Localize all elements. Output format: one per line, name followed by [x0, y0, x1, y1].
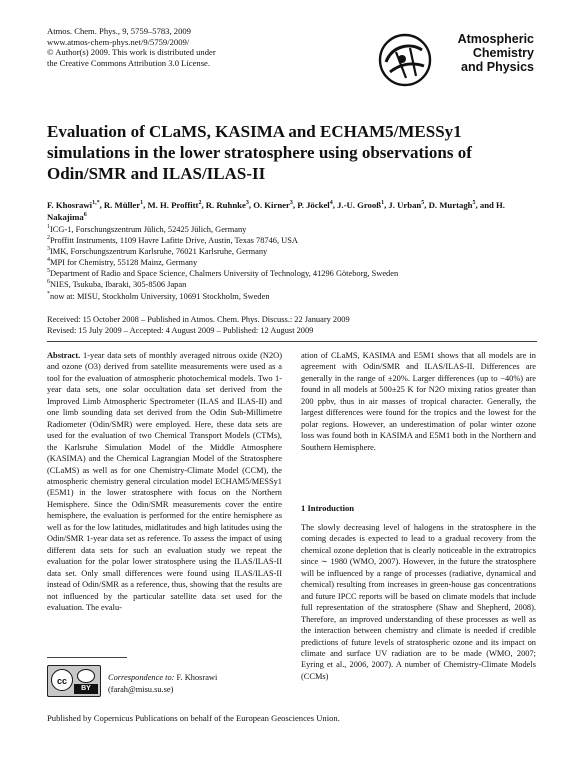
logo-line-2: Chemistry — [472, 46, 534, 60]
affiliation-mark: 2 — [47, 235, 50, 242]
author-affiliation-mark: 2 — [198, 200, 202, 207]
author-name: R. Müller — [103, 200, 141, 210]
correspondence-email[interactable]: (farah@misu.su.se) — [108, 685, 174, 694]
author-affiliation-mark: 6 — [83, 212, 87, 219]
correspondence — [108, 672, 217, 696]
author-name: F. Khosrawi — [47, 200, 93, 210]
affiliation-item — [47, 291, 398, 302]
author-name: P. Jöckel — [297, 200, 330, 210]
author-name: J.-U. Grooß — [337, 200, 382, 210]
affiliation-text: IMK, Forschungszentrum Karlsruhe, 76021 Karlsruhe, Germany — [50, 247, 268, 257]
author-name: and H. Nakajima — [47, 200, 505, 222]
cc-icon: cc — [51, 669, 73, 691]
author-name: O. Kirner — [253, 200, 290, 210]
author-affiliation-mark: 1,* — [92, 200, 100, 207]
affiliation-item — [47, 224, 398, 235]
affiliation-text: ICG-1, Forschungszentrum Jülich, 52425 Jülich, Germany — [50, 225, 247, 234]
publication-dates — [47, 314, 350, 336]
journal-header — [47, 26, 216, 68]
affiliation-item — [47, 246, 398, 257]
affiliation-mark: 5 — [47, 268, 50, 275]
author-affiliation-mark: 3 — [289, 200, 293, 207]
affiliation-list — [47, 224, 398, 302]
logo-line-3: and Physics — [461, 60, 534, 74]
affiliation-item — [47, 235, 398, 246]
author-affiliation-mark: 4 — [329, 200, 333, 207]
affiliation-text: MPI for Chemistry, 55128 Mainz, Germany — [50, 258, 198, 268]
affiliation-mark: 3 — [47, 246, 50, 253]
author-affiliation-mark: 5 — [421, 200, 425, 207]
affiliation-text: Proffitt Instruments, 1109 Havre Lafitte Drive, Austin, Texas 78746, USA — [50, 236, 298, 246]
received-date: Received: 15 October 2008 – Published in Atmos. Chem. Phys. Discuss.: 22 January 2009 — [47, 315, 350, 324]
author-list: F. Khosrawi$^{1,*}$, R. Müller$^1$, M. H. Proffitt$^2$, R. Ruhnke$^3$, O. Kirner$^3$, P. Jöckel$^4$, J.-U. Grooß$^1$, J. Urban$^5$, D. Murtagh$^5$, and H. Nakajima$^6$ — [47, 200, 505, 222]
author-name: D. Murtagh — [428, 200, 473, 210]
paper-title: Evaluation of CLaMS, KASIMA and ECHAM5/MESSy1 simulations in the lower stratosphere using observations of Odin/SMR and ILAS/ILAS-II — [47, 122, 472, 183]
logo-line-1: Atmospheric — [457, 32, 534, 46]
footnote-divider — [47, 657, 127, 658]
section-heading-introduction: 1 Introduction — [301, 503, 355, 513]
abstract-label: Abstract. — [47, 351, 81, 360]
copyright: © Author(s) 2009. This work is distributed under — [47, 47, 216, 58]
author-name: J. Urban — [388, 200, 422, 210]
affiliation-text: NIES, Tsukuba, Ibaraki, 305-8506 Japan — [50, 280, 187, 290]
author-affiliation-mark: 3 — [245, 200, 249, 207]
license: the Creative Commons Attribution 3.0 License. — [47, 57, 211, 68]
abstract — [47, 350, 282, 613]
affiliation-text: Department of Radio and Space Science, Chalmers University of Technology, 41296 Göteborg, Sweden — [50, 269, 399, 279]
header-divider — [47, 341, 537, 342]
affiliation-mark: 4 — [47, 257, 50, 264]
person-icon — [77, 669, 95, 683]
affiliation-mark: * — [47, 290, 50, 297]
revised-date: Revised: 15 July 2009 – Accepted: 4 August 2009 – Published: 12 August 2009 — [47, 326, 314, 335]
citation: Atmos. Chem. Phys., 9, 5759–5783, 2009 — [47, 26, 191, 36]
author-name: R. Ruhnke — [205, 200, 246, 210]
correspondence-name: F. Khosrawi — [176, 673, 218, 682]
egu-globe-icon — [376, 32, 434, 88]
affiliation-mark: 1 — [47, 224, 50, 231]
affiliation-item — [47, 257, 398, 268]
abstract-text: 1-year data sets of monthly averaged nitrous oxide (N2O) and ozone (O3) derived from satellite measurements were used as a tool for the evaluation of atmospheric photochemical models. Two 1-year data sets, one solar occultation data set derived from the Improved Limb Atmospheric Spectrometer (ILAS and ILAS-II) and one limb sounding data set derived from the Odin Sub-Millimetre Radiometer (Odin/SMR) were employed. Here, these data sets are used for the evaluation of two Chemical Transport Models (CTMs), the Karlsruhe Simulation Model of the Middle Atmosphere (KASIMA) and the Chemical Lagrangian Model of the Stratosphere (CLaMS) as well as for one Chemistry-Climate Model (CCM), the atmospheric chemistry general circulation model ECHAM5/MESSy1 (E5M1) in the lower stratosphere with focus on the Northern Hemisphere. Since the Odin/SMR measurements cover the entire hemisphere, the evaluation is performed for the entire hemisphere as well as for the low latitudes, midlatitudes and high latitudes using the Odin/SMR 1-year data set as reference. To assess the impact of using different data sets for such an evaluation study we repeat the evaluation for the polar lower stratosphere using the ILAS/ILAS-II data set. Only small differences were found using ILAS/ILAS-II instead of Odin/SMR as a reference, thus, showing that the results are not influenced by the particular satellite data set used for the evaluation. The evalu- — [47, 351, 283, 612]
abstract-continuation: ation of CLaMS, KASIMA and E5M1 shows that all models are in agreement with Odin/SMR and ILAS/ILAS-II. Differences are generally in the range of ±20%. Larger differences (up to −40%) are found in all models at 500±25 K for N2O mixing ratios greater than 200 ppbv, thus in air masses of tropical character. Generally, the largest differences were found for the tropics and the lowest for the polar regions. However, an underestimation of polar winter ozone loss was found both in KASIMA and E5M1 both in the Northern and Southern Hemisphere. — [301, 351, 536, 452]
author-affiliation-mark: 1 — [140, 200, 144, 207]
author-affiliation-mark: 5 — [472, 200, 476, 207]
correspondence-label: Correspondence to: — [108, 673, 175, 682]
author-name: M. H. Proffitt — [147, 200, 199, 210]
publisher-footer: Published by Copernicus Publications on behalf of the European Geosciences Union. — [47, 713, 340, 723]
author-affiliation-mark: 1 — [381, 200, 385, 207]
by-label: BY — [74, 684, 98, 694]
introduction-text: The slowly decreasing level of halogens in the stratosphere in the coming decades is expected to lead to a gradual recovery from the chemical ozone depletion that is clearly noticeable in the extratropics since ∼ 1980 (WMO, 2007). However, in the future the stratosphere will be influenced by a range of processes (radiative, dynamical and chemical) resulting from increases in green-house gas concentrations and future IPCC reports will be based on climate models that include full representation of the stratosphere (Shaw and Shepherd, 2008). Therefore, an improved understanding of these processes as well as the interaction between chemistry and climate is needed if credible predictions of future levels of stratospheric ozone and its impact on climate and surface UV radiation are to be made (WMO, 2007; Eyring et al., 2006, 2007). A number of Chemistry-Climate Models (CCMs) — [301, 523, 536, 681]
affiliation-item — [47, 268, 398, 279]
cc-by-license-icon[interactable] — [47, 665, 101, 697]
journal-url[interactable]: www.atmos-chem-phys.net/9/5759/2009/ — [47, 36, 190, 47]
affiliation-text: now at: MISU, Stockholm University, 10691 Stockholm, Sweden — [50, 291, 270, 301]
journal-logo — [376, 32, 536, 88]
affiliation-mark: 6 — [47, 279, 50, 286]
affiliation-item — [47, 279, 398, 290]
